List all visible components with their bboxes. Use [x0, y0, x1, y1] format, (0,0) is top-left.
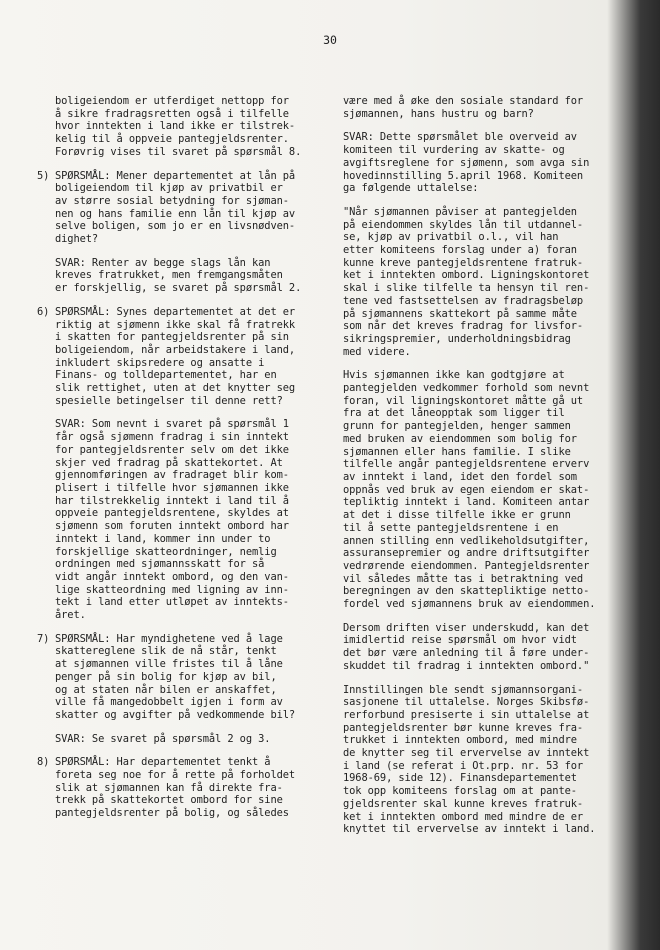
answer-7: SVAR: Se svaret på spørsmål 2 og 3. — [55, 732, 271, 745]
left-column — [37, 95, 333, 831]
committee-quote-3: Dersom driften viser underskudd, kan det imidlertid reise spørsmål om hvor vidt det bør være anledning til å føre under- skuddet til fradrag i inntekten ombord." — [343, 621, 590, 672]
answer-5: SVAR: Renter av begge slags lån kan kreves fratrukket, men fremgangsmåten er forskjellig, se svaret på spørsmål 2. — [55, 256, 302, 295]
committee-quote-1: "Når sjømannen påviser at pantegjelden på eiendommen skyldes lån til utdannel- se, kjøp av privatbil o.l., vil han etter komiteens forslag under a) foran kunne kreve pantegjeldsrentene fratruk- ket i inntekten ombord. Ligningskontoret skal i slike tilfelle ta hensyn til ren- tene ved fastsettelsen av fradragsbeløp på sjømannens skattekort på samme måte som når det kreves fradrag for livsfor- sikringspremier, underholdningsbidrag med videre. — [343, 205, 590, 358]
page-number: 30 — [323, 33, 337, 47]
question-number: 8) — [37, 756, 50, 769]
question-number: 5) — [37, 169, 50, 182]
question-6 — [37, 305, 333, 408]
closing-paragraph: Innstillingen ble sendt sjømannsorgani- sasjonene til uttalelse. Norges Skibsfø- rerforbund presiserte i sin uttalelse at pantegjeldsrenter bør kunne kreves fra- trukket i inntekten ombord, med mindre de knytter seg til ervervelse av inntekt i land (se referat i Ot.prp. nr. 53 for 1968-69, side 12). Finansdepartementet tok opp komiteens forslag om at pante- gjeldsrenter skal kunne kreves fratruk- ket i inntekten ombord med mindre de er knyttet til ervervelse av inntekt i land. — [343, 683, 596, 836]
question-7 — [37, 632, 333, 722]
intro-paragraph: boligeiendom er utferdiget nettopp for å sikre fradragsretten også i tilfelle hvor inntekten i land ikke er tilstrek- kelig til å oppveie pantegjeldsrenter. Forøvrig vises til svaret på spørsmål 8. — [55, 95, 302, 158]
question-text: SPØRSMÅL: Synes departementet at det er riktig at sjømenn ikke skal få fratrekk i skatten for pantegjeldsrenter på sin boligeiendom, når arbeidstakere i land, inkludert skipsredere og ansatte i Finans- og tolldepartementet, har en slik rettighet, uten at det knytter seg spesielle betingelser til denne rett? — [55, 305, 296, 407]
question-8 — [37, 756, 333, 820]
question-number: 6) — [37, 305, 50, 318]
question-text: SPØRSMÅL: Har myndighetene ved å lage skattereglene slik de nå står, tenkt at sjømannen ville fristes til å låne penger på sin bolig for kjøp av bil, og at staten når bilen er anskaffet, ville få mangedobbelt igjen i form av skatter og avgifter på vedkommende bil? — [55, 632, 296, 721]
answer-6: SVAR: Som nevnt i svaret på spørsmål 1 får også sjømenn fradrag i sin inntekt for pantegjeldsrenter selv om det ikke skjer ved fradrag på skattekortet. At gjennomføringen av fradraget blir kom- plisert i tilfelle hvor sjømannen ikke har tilstrekkelig inntekt i land til å oppveie pantegjeldsrentene, skyldes at sjømenn som foruten inntekt ombord har inntekt i land, kommer inn under to forskjellige skatteordninger, nemlig ordningen med sjømannsskatt for så vidt angår inntekt ombord, og den van- lige skatteordning med ligning av inn- tekt i land etter utløpet av inntekts- året. — [55, 418, 289, 622]
question-number: 7) — [37, 632, 50, 645]
right-column — [343, 95, 619, 847]
question-8-continued: være med å øke den sosiale standard for sjømannen, hans hustru og barn? — [343, 95, 584, 120]
committee-quote-2: Hvis sjømannen ikke kan godtgjøre at pantegjelden vedkommer forhold som nevnt foran, vil ligningskontoret måtte gå ut fra at det låneopptak som ligger til grunn for pantegjelden, henger sammen med bruken av eiendommen som bolig for sjømannen eller hans familie. I slike tilfelle angår pantegjeldsrentene erverv av inntekt i land, idet den fordel som oppnås ved bruk av egen eiendom er skat- tepliktig inntekt i land. Komiteen antar at det i disse tilfelle ikke er grunn til å sette pantegjeldsrentene i en annen stilling enn vedlikeholdsutgifter, assuransepremier og andre driftsutgifter vedrørende eiendommen. Pantegjeldsrenter vil således måtte tas i betraktning ved beregningen av den skattepliktige netto- fordel ved sjømannens bruk av eiendommen. — [343, 369, 596, 611]
question-text: SPØRSMÅL: Har departementet tenkt å foreta seg noe for å rette på forholdet slik at sjømannen kan få direkte fra- trekk på skattekortet ombord for sine pantegjeldsrenter på bolig, og således — [55, 756, 296, 820]
question-5 — [37, 169, 333, 246]
question-text: SPØRSMÅL: Mener departementet at lån på boligeiendom til kjøp av privatbil er av større sosial betydning for sjøman- nen og hans familie enn lån til kjøp av selve boligen, som jo er en livsnødven- dighet? — [55, 169, 296, 246]
answer-8: SVAR: Dette spørsmålet ble overveid av komiteen til vurdering av skatte- og avgiftsreglene for sjømenn, som avga sin hovedinnstilling 5.april 1968. Komiteen ga følgende uttalelse: — [343, 131, 590, 195]
